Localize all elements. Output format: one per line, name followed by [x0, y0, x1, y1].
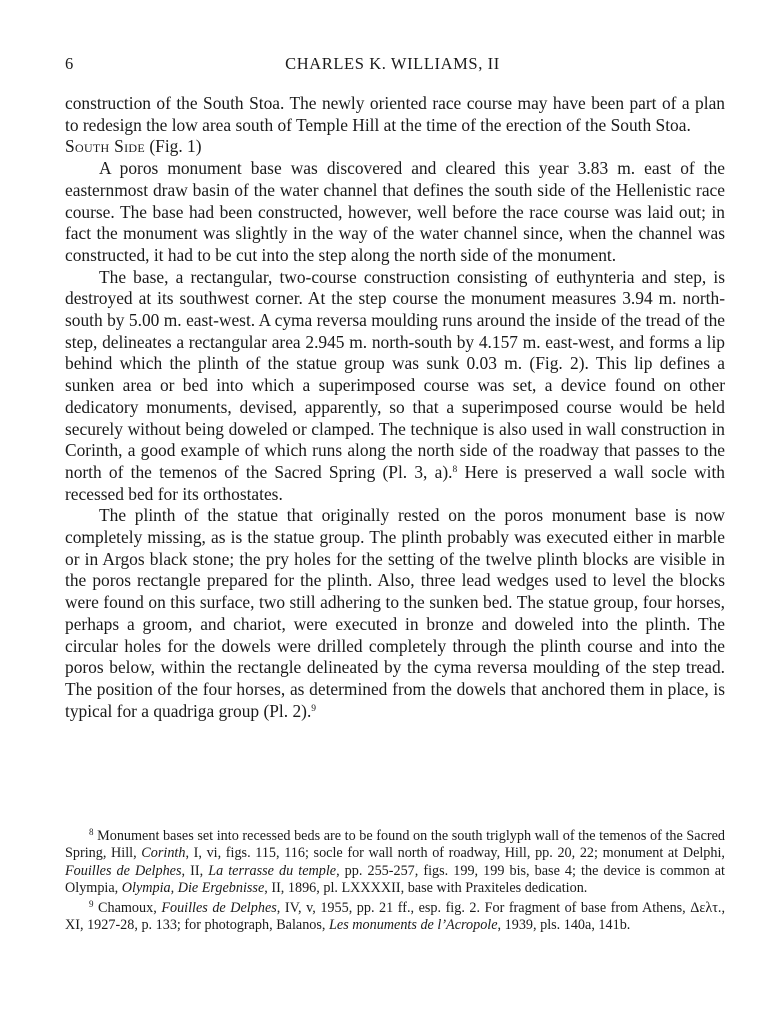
- section-heading: [65, 136, 725, 158]
- footnote-8: [65, 828, 725, 898]
- footnote-8-text: , II, 1896, pl. LXXXXII, base with Praxiteles dedication.: [264, 880, 588, 897]
- paragraph-2-continuation: Here is preserved a wall socle with recessed bed for its orthostates.: [65, 461, 725, 504]
- paragraph-1: A poros monument base was discovered and cleared this year 3.83 m. east of the easternmost draw basin of the water channel that defines the south side of the Hellenistic race course. The base had been constructed, however, well before the race course was laid out; in fact the monument was slightly in the way of the water channel since, when the channel was constructed, it had to be cut into the step along the north side of the monument.: [65, 158, 725, 265]
- footnote-8-number: 8: [89, 827, 94, 837]
- footnote-9-greek-abbrev: Δελτ.: [690, 899, 722, 916]
- footnote-9-title: Fouilles de Delphes: [161, 899, 277, 916]
- footnote-8-title: Corinth: [141, 845, 186, 862]
- paragraph-2: [65, 267, 725, 506]
- footnote-9-text: Chamoux,: [98, 899, 162, 916]
- footnote-9-number: 9: [89, 898, 94, 909]
- footnote-9: [65, 900, 725, 935]
- intro-paragraph: construction of the South Stoa. The newly oriented race course may have been part of a plan to redesign the low area south of Temple Hill at the time of the erection of the South Stoa.: [65, 93, 725, 135]
- footnote-9-text: , XI, 1927-28, p. 133; for photograph, Balanos,: [65, 899, 726, 934]
- paragraph-3-text: The plinth of the statue that originally rested on the poros monument base is now completely missing, as is the statue group. The plinth probably was executed either in marble or in Argos black stone; the pry holes for the setting of the twelve plinth blocks are visible in the poros rectangle prepared for the plinth. Also, three lead wedges used to level the blocks were found on this surface, two still adhering to the sunken bed. The statue group, four horses, perhaps a groom, and chariot, were executed in bronze and doweled into the plinth. The circular holes for the dowels were drilled completely through the plinth course and into the poros below, within the rectangle delineated by the cyma reversa moulding of the step tread. The position of the four horses, as determined from the dowels that anchored them in place, is typical for a quadriga group (Pl. 2).: [65, 505, 725, 721]
- footnote-8-title: Fouilles de Delphes: [65, 862, 182, 879]
- section-title: South Side: [65, 136, 146, 157]
- section-figure-ref: (Fig. 1): [149, 136, 202, 157]
- footnote-8-text: , pp. 255-257, figs. 199, 199 bis, base 4; the device is common at Olympia,: [65, 862, 725, 897]
- footnote-9-title: Les monuments de l’Acropole: [329, 917, 498, 934]
- footnote-9-text: , IV, v, 1955, pp. 21 ff., esp. fig. 2. For fragment of base from Athens,: [276, 899, 691, 916]
- footnotes: [65, 828, 725, 934]
- footnote-8-title: La terrasse du temple: [208, 862, 337, 879]
- footnote-ref-8[interactable]: 8: [452, 464, 458, 475]
- main-text: [65, 93, 725, 722]
- paragraph-3: [65, 505, 725, 722]
- footnote-8-text: Monument bases set into recessed beds are to be found on the south triglyph wall of the temenos of the Sacred Spring, Hill,: [65, 828, 725, 862]
- footnote-8-text: , I, vi, figs. 115, 116; socle for wall north of roadway, Hill, pp. 20, 22; monument at Delphi,: [185, 845, 725, 862]
- running-title: CHARLES K. WILLIAMS, II: [285, 54, 500, 73]
- footnote-9-text: , 1939, pls. 140a, 141b.: [497, 917, 631, 934]
- footnote-8-text: , II,: [181, 862, 209, 879]
- footnote-8-title: Olympia, Die Ergebnisse: [121, 880, 265, 897]
- page-number: 6: [65, 54, 74, 73]
- running-header: [65, 54, 720, 78]
- paragraph-2-text: The base, a rectangular, two-course construction consisting of euthynteria and step, is destroyed at its southwest corner. At the step course the monument measures 3.94 m. north-south by 5.00 m. east-west. A cyma reversa moulding runs around the inside of the tread of the step, delineates a rectangular area 2.945 m. north-south by 4.157 m. east-west, and forms a lip behind which the plinth of the statue group was sunk 0.03 m. (Fig. 2). This lip defines a sunken area or bed into which a superimposed course was set, a device found on other dedicatory monuments, devised, apparently, so that a superimposed course would be held securely without being doweled or clamped. The technique is also used in wall construction in Corinth, a good example of which runs along the north side of the roadway that passes to the north of the temenos of the Sacred Spring (Pl. 3, a).: [65, 266, 725, 482]
- footnote-ref-9[interactable]: 9: [311, 703, 317, 714]
